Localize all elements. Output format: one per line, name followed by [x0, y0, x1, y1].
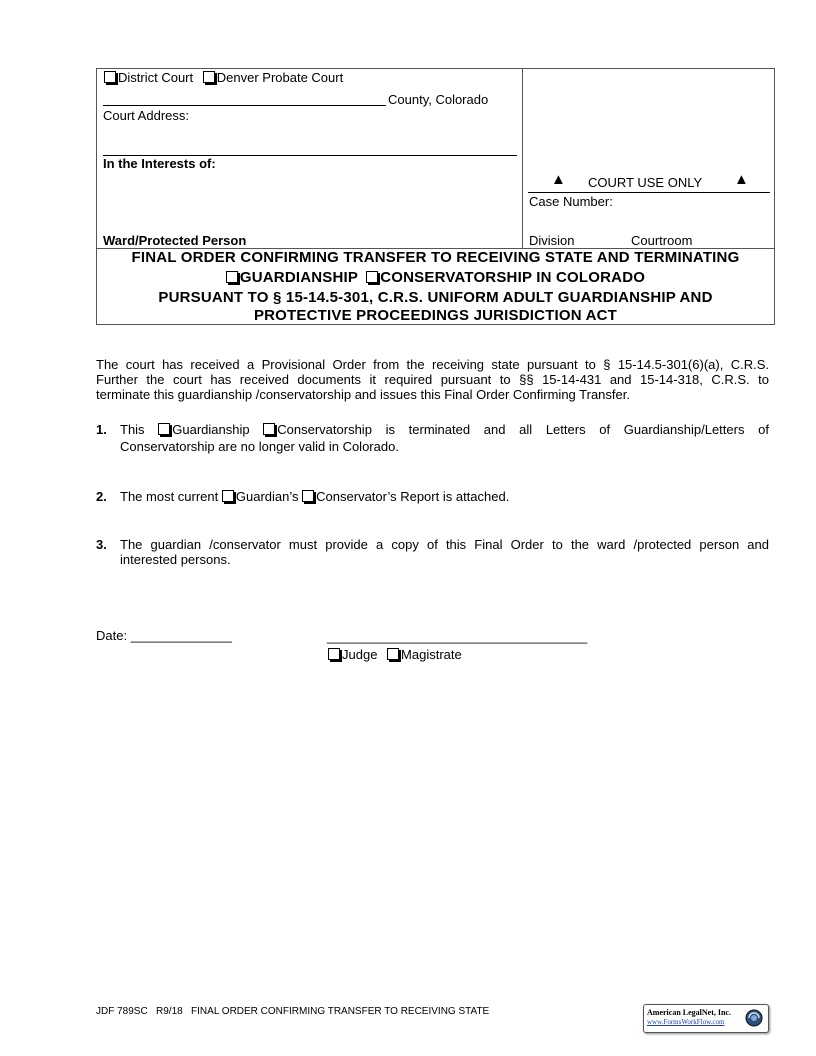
up-triangle-icon: ▲: [551, 171, 566, 188]
guardians-report-checkbox[interactable]: [222, 490, 234, 502]
date-blank[interactable]: ______________: [130, 628, 232, 643]
up-triangle-icon: ▲: [734, 171, 749, 188]
intro-line-2: Further the court has received documents it required pursuant to §§ 15-14-431 and 15-14-318, C.R.S. to: [96, 372, 769, 387]
court-address-label: Court Address:: [103, 108, 189, 123]
title-line-2: [97, 269, 774, 286]
court-use-only-label: COURT USE ONLY: [588, 175, 703, 190]
title-line-1: FINAL ORDER CONFIRMING TRANSFER TO RECEIVING STATE AND TERMINATING: [131, 249, 740, 266]
publisher-logo: [643, 1004, 769, 1033]
district-court-label: District Court: [118, 70, 194, 85]
item-1-guardianship-checkbox[interactable]: [158, 423, 170, 435]
item-2-prefix: The most current: [120, 489, 219, 504]
conservatorship-title-label: CONSERVATORSHIP IN COLORADO: [380, 269, 646, 286]
interests-label: In the Interests of:: [103, 156, 216, 171]
globe-icon: [745, 1009, 763, 1027]
court-use-divider: [528, 192, 770, 193]
judge-checkbox[interactable]: [328, 648, 340, 660]
denver-probate-court-checkbox[interactable]: [203, 71, 215, 83]
item-number: 1.: [96, 422, 107, 437]
district-court-checkbox[interactable]: [104, 71, 116, 83]
form-code-footer: JDF 789SC R9/18 FINAL ORDER CONFIRMING TRANSFER TO RECEIVING STATE: [96, 1006, 490, 1017]
case-number-label: Case Number:: [529, 194, 613, 209]
division-label: Division: [529, 233, 575, 248]
date-field: [96, 628, 232, 643]
logo-url[interactable]: www.FormsWorkFlow.com: [647, 1018, 725, 1026]
conservators-report-label: Conservator’s Report is attached.: [316, 489, 510, 504]
item-1-conservatorship-checkbox[interactable]: [263, 423, 275, 435]
item-3-line-1: The guardian /conservator must provide a copy of this Final Order to the ward /protected person and: [120, 537, 769, 552]
courtroom-label: Courtroom: [631, 233, 693, 248]
ward-label: Ward/Protected Person: [103, 233, 247, 248]
signer-type-options: [328, 647, 462, 662]
item-number: 3.: [96, 537, 107, 552]
guardianship-checkbox[interactable]: [226, 271, 238, 283]
order-item-2: [96, 488, 769, 506]
magistrate-label: Magistrate: [401, 647, 462, 662]
item-1-line-1: [120, 421, 769, 438]
conservatorship-checkbox[interactable]: [366, 271, 378, 283]
guardians-report-label: Guardian’s: [235, 489, 299, 504]
item-1-prefix: This: [120, 422, 145, 437]
order-item-1: [96, 421, 769, 457]
intro-line-1: The court has received a Provisional Order from the receiving state pursuant to § 15-14.5-301(6)(a), C.R.S.: [96, 357, 769, 372]
signature-line[interactable]: ____________________________________: [327, 629, 588, 644]
order-item-3: [96, 536, 769, 570]
item-number: 2.: [96, 489, 107, 504]
denver-probate-court-label: Denver Probate Court: [216, 70, 344, 85]
title-line-4: PROTECTIVE PROCEEDINGS JURISDICTION ACT: [253, 307, 618, 324]
judge-label: Judge: [342, 647, 378, 662]
item-1-conservatorship-label: Conservatorship is terminated and all Letters of Guardianship/Letters of: [277, 422, 769, 437]
item-2-line-1: [120, 488, 769, 505]
logo-name: American LegalNet, Inc.: [647, 1008, 731, 1017]
magistrate-checkbox[interactable]: [387, 648, 399, 660]
item-1-line-2: Conservatorship are no longer valid in Colorado.: [120, 439, 399, 454]
intro-line-3: terminate this guardianship /conservatorship and issues this Final Order Confirming Transfer.: [96, 387, 630, 402]
title-line-3: PURSUANT TO § 15-14.5-301, C.R.S. UNIFORM ADULT GUARDIANSHIP AND: [158, 289, 713, 306]
county-label: County, Colorado: [388, 92, 489, 107]
county-blank-line[interactable]: [103, 105, 386, 106]
item-3-line-2: interested persons.: [120, 552, 231, 567]
guardianship-title-label: GUARDIANSHIP: [239, 269, 358, 286]
caption-vertical-divider: [522, 68, 523, 248]
date-label: Date:: [96, 628, 128, 643]
item-1-guardianship-label: Guardianship: [172, 422, 250, 437]
court-type-options: [104, 70, 343, 85]
conservators-report-checkbox[interactable]: [302, 490, 314, 502]
